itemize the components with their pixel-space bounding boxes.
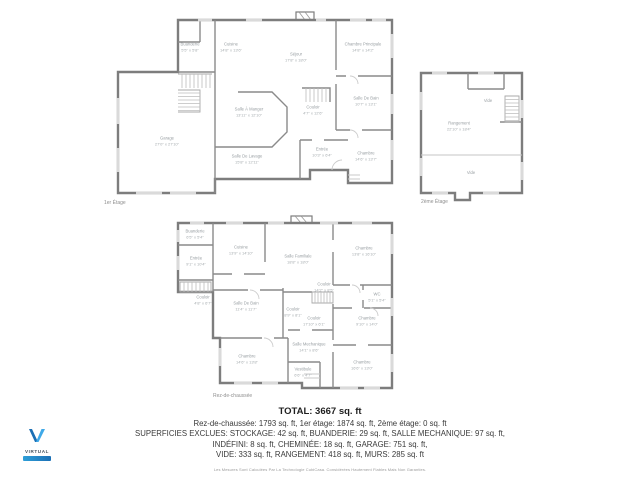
logo-bar [23, 456, 51, 461]
room-label: Salle À Manger 13'11" x 12'10" [234, 106, 264, 118]
room-label: Vestibule 6'6" x 4'7" [294, 366, 312, 378]
floor-caption-rez-de-chaussee: Rez-de-chaussée [213, 393, 253, 399]
room-label: Cuisine 14'8" x 13'6" [220, 41, 242, 53]
room-label: Salle Familiale 18'8" x 18'0" [284, 253, 312, 265]
room-label: Chambre 13'8" x 16'10" [351, 245, 377, 257]
virtual-logo [20, 429, 54, 461]
stairs-icon [505, 100, 519, 121]
excluded-areas-line-1: SUPERFICIES EXCLUES: STOCKAGE: 42 sq. ft, BUANDERIE: 29 sq. ft, SALLE MECHANIQUE: 97 sq. ft, [135, 429, 505, 439]
room-label: Entrée 9'1" x 10'4" [186, 255, 206, 267]
room-label: Buanderie 6'5" x 5'4" [185, 228, 205, 240]
room-label: Couloir 4'8" x 6'7" [194, 294, 212, 306]
room-label: Salle De Bain 11'4" x 11'7" [233, 300, 259, 312]
floor-areas-line: Rez-de-chaussée: 1793 sq. ft, 1er étage: 1874 sq. ft, 2ème étage: 0 sq. ft [193, 419, 447, 428]
room-label: Couloir 8'9" x 8'1" [284, 306, 302, 318]
room-label: Buanderie 5'5" x 5'8" [180, 41, 200, 53]
logo-brand-text: VIRTUAL [24, 449, 50, 454]
disclaimer-text: Les Mesures Sont Calculées Par La Technologie CubiCasa. Considérées Hautement Fiables Mais Non Garanties. [213, 467, 427, 473]
floor-caption-1er-etage: 1er Étage [104, 200, 126, 206]
room-label: Chambre 16'6" x 13'0" [351, 359, 373, 371]
room-label: WC 5'1" x 5'4" [368, 291, 386, 303]
room-label: Vide [466, 170, 476, 176]
room-label: Séjour 17'8" x 18'0" [285, 51, 307, 63]
floorplan-2eme-etage [421, 73, 522, 200]
room-label: Salle De Bain 10'7" x 13'1" [353, 95, 379, 107]
room-label: Entrée 10'3" x 6'4" [312, 146, 332, 158]
room-label: Vide [483, 98, 493, 104]
porch-steps [348, 175, 360, 179]
room-label: Rangement 22'10" x 18'4" [446, 120, 472, 132]
floor-caption-2eme-etage: 2ème Étage [421, 199, 448, 205]
room-label: Salle Mechanique 14'1" x 8'6" [292, 341, 326, 353]
excluded-areas-line-2: INDÉFINI: 8 sq. ft, CHEMINÉE: 18 sq. ft, GARAGE: 751 sq. ft, [212, 439, 428, 449]
room-label: Couloir 4'7" x 12'6" [303, 104, 323, 116]
room-label: Cuisine 13'9" x 14'10" [228, 244, 254, 256]
area-summary [0, 406, 640, 472]
interior-walls [468, 73, 522, 122]
room-label: Chambre Principale 14'8" x 14'2" [344, 41, 382, 53]
room-label: Chambre 14'6" x 13'7" [355, 150, 377, 162]
room-label: Chambre 14'6" x 13'8" [236, 353, 258, 365]
floorplan-1er-etage [118, 12, 392, 193]
room-label: Couloir 14'2" x 8'5" [314, 281, 334, 293]
room-label: Chambre 9'10" x 14'0" [356, 315, 378, 327]
excluded-areas-line-3: VIDE: 333 sq. ft, RANGEMENT: 418 sq. ft, MURS: 285 sq. ft [216, 449, 424, 459]
room-label: Couloir 17'10" x 6'1" [303, 315, 325, 327]
total-area: TOTAL: 3667 sq. ft [278, 406, 362, 417]
room-label: Salle De Lavage 15'8" x 12'11" [231, 153, 263, 165]
logo-v-icon [28, 429, 46, 443]
room-label: Garage 27'0" x 27'10" [154, 135, 180, 147]
exterior-walls [421, 73, 522, 200]
